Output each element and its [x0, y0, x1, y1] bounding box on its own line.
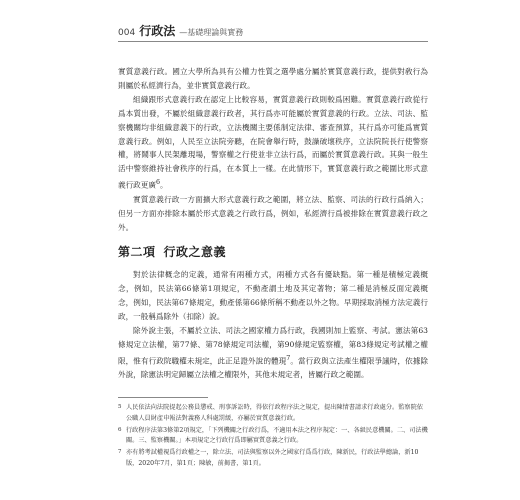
- main-body: [118, 65, 428, 382]
- body-paragraph: 實質意義行政。國立大學所為具有公權力性質之選學處分屬於實質意義行政，提供對敎行為則屬於私經濟行為，並非實質意義行政。: [118, 67, 428, 90]
- section-heading: [118, 244, 428, 260]
- section-number: 第二項: [118, 245, 156, 260]
- footnote-mark: 7: [118, 449, 122, 456]
- footnote-ref[interactable]: 6: [155, 179, 160, 187]
- section-title: 行政之意義: [163, 245, 227, 260]
- footnote-separator: [118, 397, 208, 398]
- footnotes: [118, 402, 428, 470]
- footnote-mark: 5: [118, 404, 122, 410]
- book-subtitle: —基礎理論與實務: [179, 28, 244, 37]
- page-number: 004: [118, 28, 136, 38]
- body-paragraph: 組織跟形式意義行政在認定上比較容易，實質意義行政則較爲困難。實質意義行政從行爲本質出發，不屬於組織意義行政者，其行爲亦可能屬於實質意義的行政。立法、司法、監察機關均非組織意義下的行政，立法機關主要係制定法律、審查預算，其行爲亦可能爲實質意義行政。例如，人民至立法院旁聽，在院會舉行時，鼓譟破壞秩序，立法院院長行使警察權，將鬧事人民架離現場，警察權之行使並非立法行爲，而屬於實質意義行政。其與一般生活中警察維持社會秩序的行爲，在本質上一樣。在此情形下，實質意義行政之範圍比形式意義行政更廣$^6$。: [118, 94, 428, 190]
- header-rule: [118, 41, 428, 42]
- footnote-ref[interactable]: 7: [286, 354, 291, 362]
- footnote: 6 行政程序法第3條第2項規定，「下列機關之行政行爲，不適用本法之程序規定：一、各級民意機關。二、司法機關。三、監察機關。」本項規定之行政行爲即屬實質意義之行政。: [118, 426, 428, 445]
- footnote: 5 人民依法向法院提起公務員懲戒、刑事訴訟時，得依行政程序法之規定，提出陳情書請求行政處分。監察院依公職人員財產申報法對義務人科處罰緩，亦屬於實質意義行政。: [118, 404, 423, 422]
- book-title: 行政法: [139, 24, 176, 38]
- body-paragraph: 對於法律概念的定義，通常有兩種方式，兩種方式各有優缺點。第一種是積極定義概念，例如，民法第66條第1項規定，不動產謂土地及其定著物；第二種是消極反面定義概念，例如，民法第67條規定，動產係第66條所稱不動產以外之物。早期採取消極方法定義行政，一般稱爲除外（扣除）說。: [118, 270, 428, 322]
- body-paragraph: 除外說主張，不屬於立法、司法之國家權力爲行政，我國則加上監察、考試。憲法第63條規定立法權，第77條、第78條規定司法權，第90條規定監察權，第83條規定考試權之權限，惟有行政院職權未規定，此正足證外說的體現$^7$。當行政與立法產生權限爭議時，依據除外說，除憲法明定歸屬立法權之權限外，其他未規定者，皆屬行政之範圍。: [118, 326, 428, 380]
- footnote: 7 亦有將考試權視爲行政權之一，除立法、司法與監察以外之國家行爲爲行政，陳新民，行政法學總論，新10版，2020年7月，第1頁；陳敏，前揭書，第1頁。: [118, 449, 419, 467]
- footnote-mark: 6: [118, 426, 122, 433]
- body-paragraph: 實質意義行政一方面擴大形式意義行政之範圍，將立法、監察、司法的行政行爲納入；但另一方面亦排除本屬於形式意義之行政行爲，例如，私經濟行爲被排除在實質意義行政之外。: [118, 194, 428, 232]
- page-header: [118, 22, 418, 40]
